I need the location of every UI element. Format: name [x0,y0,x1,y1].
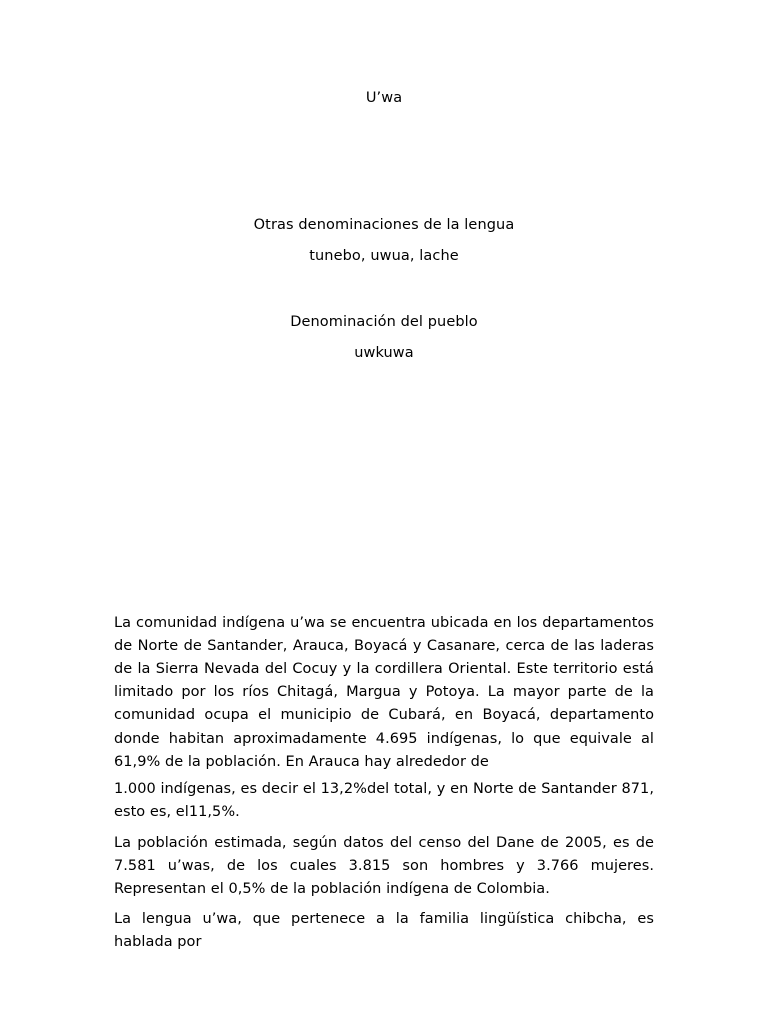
paragraph-population: La población estimada, según datos del censo del Dane de 2005, es de 7.581 u’was, de los cuales 3.815 son hombres y 3.766 mujeres. Representan el 0,5% de la población indígena de Colombia. [114,834,654,897]
document-title: U’wa [365,90,403,106]
paragraph-arauca-norte: 1.000 indígenas, es decir el 13,2%del total, y en Norte de Santander 871, esto es, el11,5%. [114,780,654,820]
people-name-heading: Denominación del pueblo [290,314,478,330]
paragraph-language: La lengua u’wa, que pertenece a la familia lingüística chibcha, es hablada por [114,910,654,950]
people-name-value: uwkuwa [354,345,414,361]
paragraph-location: La comunidad indígena u’wa se encuentra ubicada en los departamentos de Norte de Santander, Arauca, Boyacá y Casanare, cerca de las laderas de la Sierra Nevada del Cocuy y la cordillera Oriental. Este territorio está limitado por los ríos Chitagá, Margua y Potoya. La mayor parte de la comunidad ocupa el municipio de Cubará, en Boyacá, departamento donde habitan aproximadamente 4.695 indígenas, lo que equivale al 61,9% de la población. En Arauca hay alrededor de [114,614,654,770]
other-names-value: tunebo, uwua, lache [309,248,459,264]
other-names-heading: Otras denominaciones de la lengua [253,217,515,233]
